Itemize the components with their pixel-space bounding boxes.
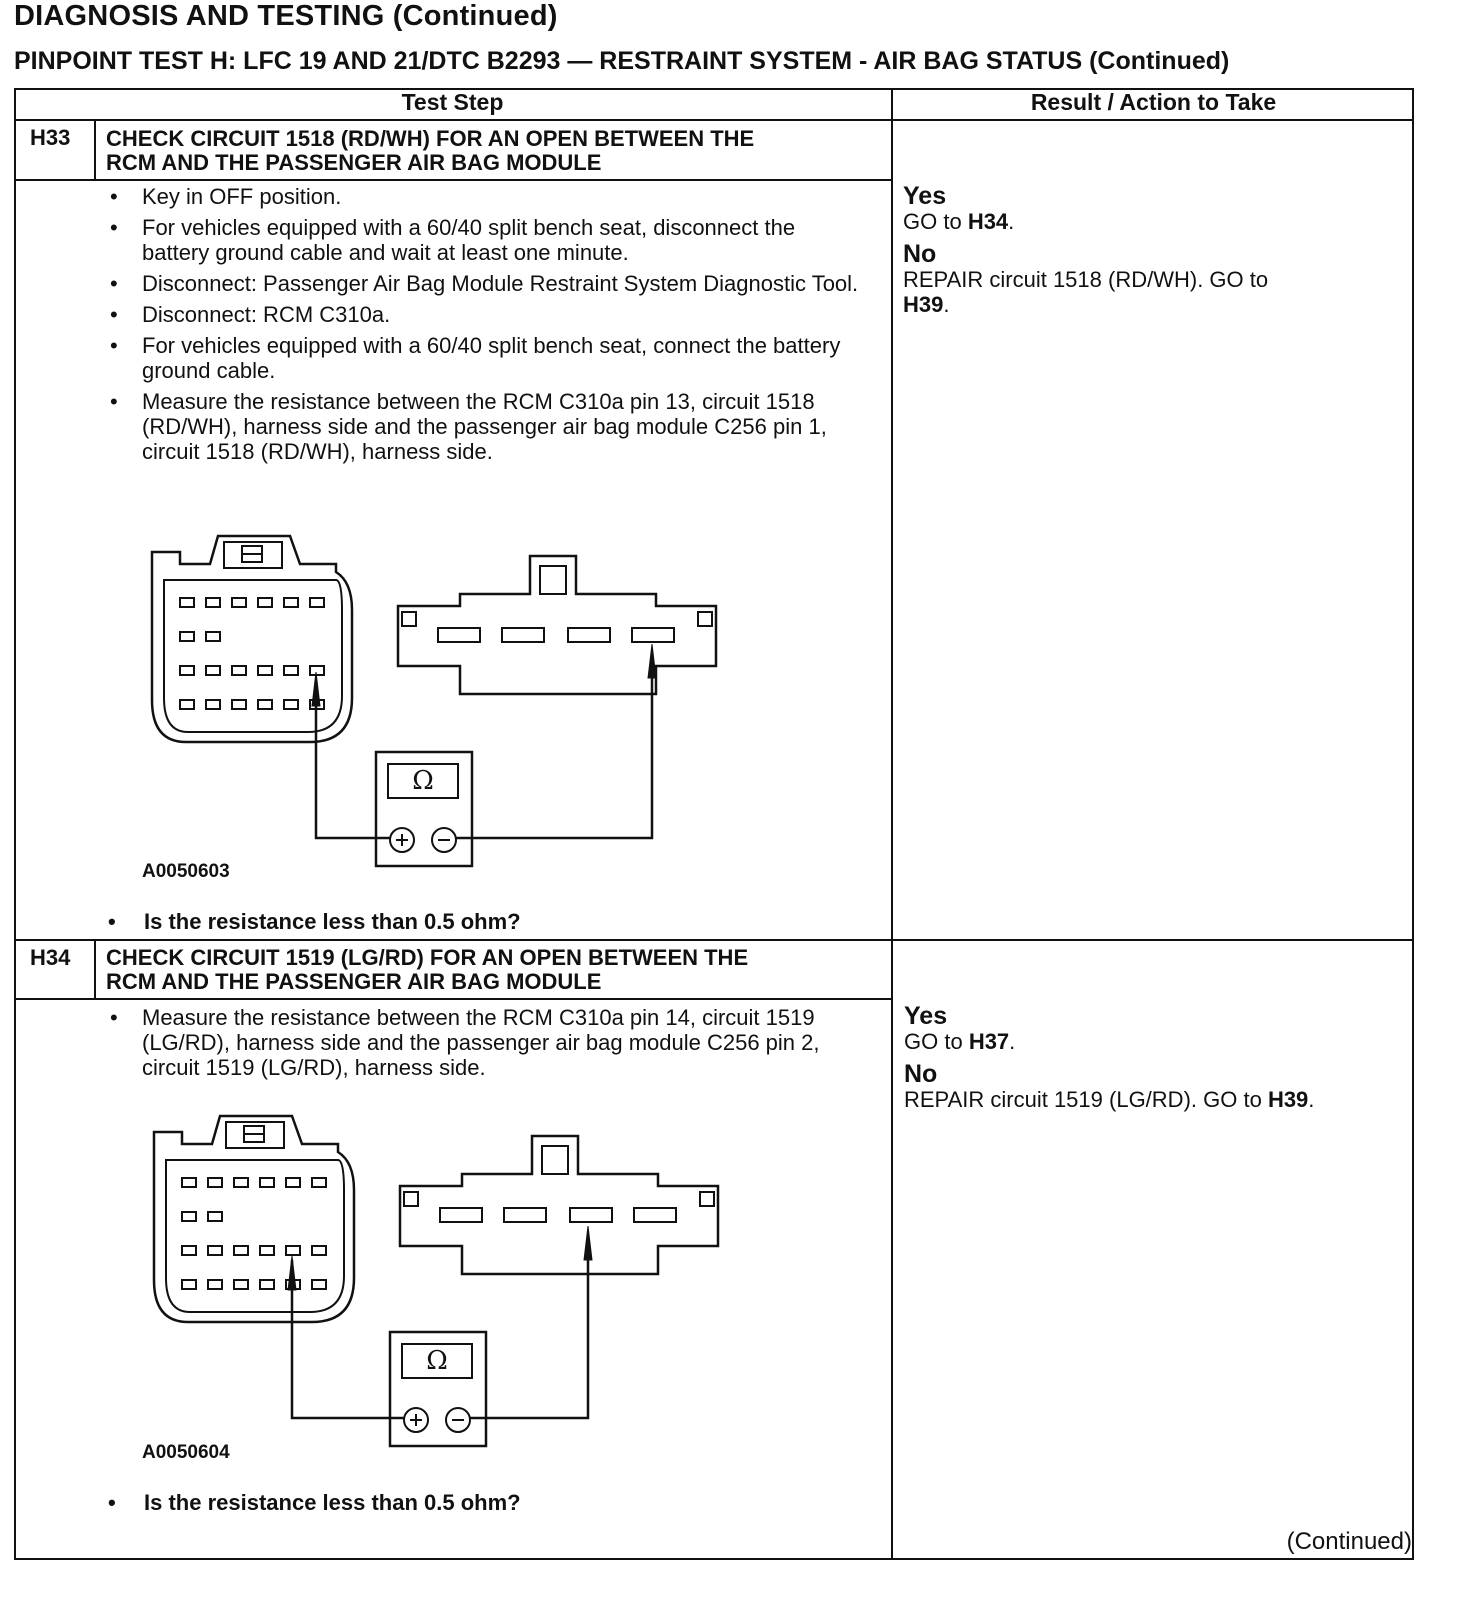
yes-step-link[interactable]: H34: [967, 209, 1009, 234]
h34-id-divider: [94, 940, 96, 999]
instruction-item: • Measure the resistance between the RCM C310a pin 13, circuit 1518 (RD/WH), harness side and the passenger air bag module C256 pin 1, circuit 1518 (RD/WH), harness side.: [110, 389, 860, 464]
row-divider: [14, 939, 1414, 941]
step-question: • Is the resistance less than 0.5 ohm?: [144, 1490, 521, 1516]
page-title: DIAGNOSIS AND TESTING (Continued): [14, 0, 558, 32]
test-lead-positive: [292, 1260, 404, 1418]
yes-action-text: GO to: [904, 1029, 963, 1054]
yes-action-text: GO to: [903, 209, 962, 234]
result-action: [903, 184, 1393, 325]
step-id: H34: [30, 945, 71, 970]
result-action: [904, 1004, 1404, 1120]
no-action: REPAIR circuit 1519 (LG/RD). GO to H39.: [904, 1087, 1315, 1112]
step-title: [106, 946, 886, 994]
figure-id: A0050604: [142, 1442, 230, 1463]
figure-id: A0050603: [142, 861, 230, 882]
airbag-connector: [398, 556, 716, 694]
instruction-item: • For vehicles equipped with a 60/40 split bench seat, connect the battery ground cable.: [110, 333, 860, 383]
meter-symbol: Ω: [426, 1346, 448, 1376]
rcm-connector: [154, 1116, 354, 1322]
no-action: REPAIR circuit 1518 (RD/WH). GO to H39.: [903, 267, 1269, 317]
connector-diagram: [142, 1100, 742, 1460]
header-result-action: Result / Action to Take: [1030, 89, 1277, 115]
airbag-pin-cavities: [438, 628, 674, 642]
h33-id-divider: [94, 120, 96, 180]
rcm-pin-cavities: [180, 598, 324, 709]
yes-action: GO to H37.: [904, 1029, 1016, 1054]
airbag-connector: [400, 1136, 718, 1274]
no-step-link[interactable]: H39: [1267, 1087, 1309, 1112]
instruction-item: • Key in OFF position.: [110, 184, 860, 209]
step-title-line: RCM AND THE PASSENGER AIR BAG MODULE: [106, 150, 602, 175]
step-title-line: CHECK CIRCUIT 1519 (LG/RD) FOR AN OPEN BETWEEN THE: [106, 945, 749, 970]
step-question: • Is the resistance less than 0.5 ohm?: [144, 909, 521, 935]
test-lead-negative: [456, 654, 652, 838]
rcm-pin-cavities: [182, 1178, 326, 1289]
no-action-text: REPAIR circuit 1519 (LG/RD). GO to: [904, 1087, 1262, 1112]
h34-title-divider: [14, 998, 891, 1000]
step-title-line: RCM AND THE PASSENGER AIR BAG MODULE: [106, 969, 602, 994]
continued-note: (Continued): [1286, 1528, 1412, 1555]
step-title-line: CHECK CIRCUIT 1518 (RD/WH) FOR AN OPEN BETWEEN THE: [106, 126, 755, 151]
step-instructions: [110, 1005, 860, 1086]
no-action-text: REPAIR circuit 1518 (RD/WH). GO to: [903, 267, 1269, 292]
meter-symbol: Ω: [412, 766, 434, 796]
yes-action: GO to H34.: [903, 209, 1015, 234]
no-label: No: [904, 1060, 938, 1088]
connector-diagram: [140, 520, 740, 880]
no-label: No: [903, 240, 937, 268]
instruction-item: • Disconnect: Passenger Air Bag Module Restraint System Diagnostic Tool.: [110, 271, 860, 296]
yes-label: Yes: [904, 1002, 948, 1030]
no-step-link[interactable]: H39: [903, 292, 944, 317]
yes-step-link[interactable]: H37: [968, 1029, 1010, 1054]
h33-title-divider: [14, 179, 891, 181]
airbag-pin-cavities: [440, 1208, 676, 1222]
instruction-item: • Measure the resistance between the RCM C310a pin 14, circuit 1519 (LG/RD), harness side and the passenger air bag module C256 pin 2, circuit 1519 (LG/RD), harness side.: [110, 1005, 860, 1080]
rcm-connector: [152, 536, 352, 742]
header-test-step: Test Step: [401, 89, 504, 115]
step-title: [106, 127, 886, 175]
test-lead-negative: [470, 1234, 588, 1418]
instruction-item: • For vehicles equipped with a 60/40 split bench seat, disconnect the battery ground cable and wait at least one minute.: [110, 215, 860, 265]
pinpoint-test-subtitle: PINPOINT TEST H: LFC 19 AND 21/DTC B2293 — RESTRAINT SYSTEM - AIR BAG STATUS (Continued): [14, 47, 1230, 75]
yes-label: Yes: [903, 182, 947, 210]
instruction-item: • Disconnect: RCM C310a.: [110, 302, 860, 327]
step-id: H33: [30, 125, 71, 150]
header-divider: [14, 119, 1414, 121]
column-divider: [891, 88, 893, 1560]
step-instructions: [110, 184, 860, 470]
